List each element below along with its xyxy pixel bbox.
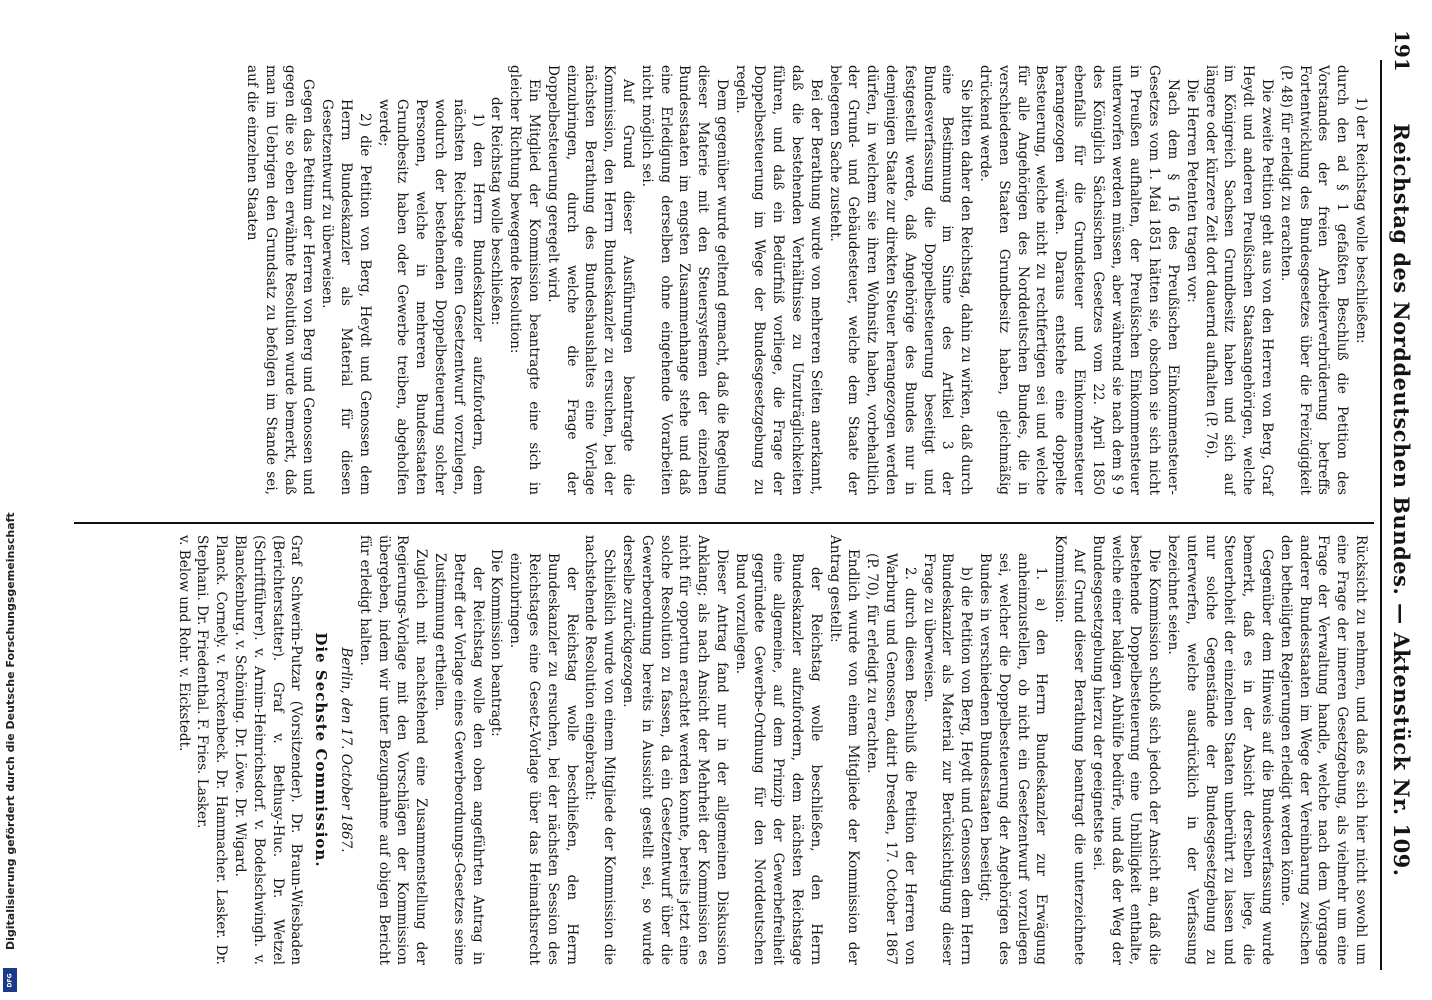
list-item: der Reichstag wolle beschließen:	[488, 97, 505, 326]
right-column	[174, 535, 1370, 965]
scan-credit-strip	[0, 0, 22, 1000]
paragraph: Gegen das Petitum der Herren von Berg und Genossen und gegen die so eben erwähnte Resolution wurde bemerkt, daß man im Uebrigen den Grundsatz zu befolgen im Stande sei, auf die einzelnen Staaten	[243, 65, 317, 495]
paragraph: Die Herren Petenten tragen vor:	[1183, 79, 1200, 303]
signature-heading: Die Sechste Commission.	[312, 632, 331, 868]
signature-line: Graf Schwerin-Putzar (Vorsitzender). Dr. Braun-Wiesbaden (Berichterstatter). Graf v. Bethusy-Huc. Dr. Wetzel (Schriftführer). v. Arnim-Heinrichsdorf. v. Bodelschwingh. v. Blanckenburg. v. Schöning. Dr. Löwe. Dr. Wigard.	[231, 535, 305, 965]
list-item: 1) der Reichstag wolle beschließen:	[1353, 97, 1369, 344]
paragraph: Sie bitten daher den Reichstag, dahin zu wirken, daß durch eine Bestimmung im Sinne des Artikel 3 der Bundesverfassung die Doppelbesteuerung beseitigt und festgestellt werde, daß Angehörige des Bundes nur in demjenigen Staate zur direkten Steuer herangezogen werden dürfen, in welchem sie ihren Wohnsitz haben, vorbehaltlich der Grund- und Gebäudesteuer, welche dem Staate der belegenen Sache zusteht.	[826, 65, 975, 495]
page-header	[1380, 30, 1418, 970]
dfg-logo-text: DFG	[6, 972, 14, 988]
signature-line: Planck. Cornely. v. Forckenbeck. Dr. Hammacher. Lasker. Dr. Stephani. Dr. Friedenthal. F. Fries. Lasker.	[194, 535, 230, 965]
signature-lines	[174, 535, 306, 965]
paragraph: Dieser Antrag fand nur in der allgemeinen Diskussion Anklang; als nach Ansicht der Mehrheit der Kommission es nicht für opportun erachtet werden konnte, bereits jetzt eine solche Resolution zu fassen, da ein Gesetzentwurf über die Gewerbeordnung bereits in Aussicht gestellt sei, so wurde derselbe zurückgezogen.	[619, 535, 730, 965]
list-item: 1. a) den Herrn Bundeskanzler zur Erwägung anheimzustellen, ob nicht ein Gesetzentwurf vorzulegen sei, welcher die Doppelbesteuerung der Angehörigen des Bundes in verschiedenen Bundesstaaten beseitigt;	[977, 553, 1050, 965]
signature-line: v. Below und Rohr. v. Eickstedt.	[175, 535, 192, 752]
list-item: 1) den Herrn Bundeskanzler aufzufordern, dem nächsten Reichstage einen Gesetzentwurf vorzulegen, wodurch der bestehenden Doppelbesteuerung solcher Personen, welche in mehreren Bundesstaaten Grundbesitz haben oder Gewerbe treiben, abgeholfen werde;	[375, 99, 486, 495]
header-rule	[1380, 60, 1382, 970]
paragraph: Nach dem § 16 des Preußischen Einkommensteuer-Gesetzes vom 1. Mai 1851 hätten sie, obschon sie sich nicht in Preußen aufhalten, der Preußischen Einkommensteuer unterworfen werden müssen, aber während sie nach dem § 9 des Königlich Sächsischen Gesetzes vom 22. April 1850 ebenfalls für die Grundsteuer und Einkommensteuer herangezogen würden. Daraus entstehe eine doppelte Besteuerung, welche nicht zu rechtfertigen sei und welche für alle Angehörigen des Norddeutschen Bundes, die in verschiedenen Staaten Grundbesitz haben, gleichmäßig drückend werde.	[977, 65, 1182, 495]
list-item: der Reichstag wolle den oben angeführten Antrag in Betreff der Vorlage eines Gewerbeordnungs-Gesetzes seine Zustimmung ertheilen.	[431, 553, 486, 965]
list-item: b) die Petition von Berg, Heydt und Genossen dem Herrn Bundeskanzler als Material zur Berücksichtigung dieser Frage zu überweisen.	[920, 553, 975, 965]
paragraph: Endlich wurde von einem Mitgliede der Kommission der Antrag gestellt:	[826, 535, 862, 965]
paragraph: Rücksicht zu nehmen, und daß es sich hier nicht sowohl um eine Frage der inneren Gesetzgebung, als vielmehr um eine Frage der Verwaltung handle, welche nach dem Vorgange anderer Bundesstaaten im Wege der Vereinbarung zwischen den betheiligten Regierungen erledigt werden könne.	[1277, 535, 1369, 965]
left-column	[242, 65, 1370, 495]
running-title: Reichstag des Norddeutschen Bundes. — Aktenstück Nr. 109.	[1389, 123, 1414, 877]
dfg-logo	[3, 968, 17, 992]
paragraph: Ein Mitglied der Kommission beantragte eine sich in gleicher Richtung bewegende Resolution:	[507, 65, 542, 495]
paragraph: Die Kommission beantragt:	[488, 549, 505, 737]
paragraph: Auf Grund dieser Berathung beantragt die unterzeichnete Kommission:	[1052, 535, 1088, 965]
scan-credit-text: Digitalisierung gefördert durch die Deutsche Forschungsgemeinschaft	[4, 512, 17, 950]
paragraph: Auf Grund dieser Ausführungen beantragte die Kommission, den Herrn Bundeskanzler zu ersuchen, bei der nächsten Berathung des Bundeshaushaltes eine Vorlage einzubringen, durch welche die Frage der Doppelbesteuerung geregelt wird.	[544, 65, 636, 495]
paragraph: Dem gegenüber wurde geltend gemacht, daß die Regelung dieser Materie mit den Steuersystemen der einzelnen Bundesstaaten im engsten Zusammenhange stehe und daß eine Erledigung derselben ohne eingehende Vorarbeiten nicht möglich sei.	[638, 65, 730, 495]
paragraph: durch den ad § 1 gefaßten Beschluß die Petition des Vorstandes der freien Arbeiterverbrüderung betreffs Fortentwicklung des Bundesgesetzes über die Freizügigkeit (P. 48) für erledigt zu erachten.	[1277, 65, 1351, 495]
list-item: 2) die Petition von Berg, Heydt und Genossen dem Herrn Bundeskanzler als Material für diesen Gesetzentwurf zu überweisen.	[319, 99, 373, 495]
paragraph: Zugleich mit nachstehend eine Zusammenstellung der Regierungs-Vorlage mit den Vorschlägen der Kommission übergeben, indem wir unter Bezugnahme auf obigen Bericht für erledigt halten.	[356, 535, 430, 965]
paragraph: Die Kommission schloß sich jedoch der Ansicht an, daß die bestehende Doppelbesteuerung eine Unbilligkeit enthalte, welche einer baldigen Abhülfe bedürfe, und daß der Weg der Bundesgesetzgebung hierzu der geeignetste sei.	[1089, 535, 1163, 965]
list-item: der Reichstag wolle beschließen, den Herrn Bundeskanzler aufzufordern, dem nächsten Reichstage eine allgemeine, auf dem Prinzip der Gewerbefreiheit gegründete Gewerbe-Ordnung für den Norddeutschen Bund vorzulegen.	[732, 553, 824, 965]
paragraph: Bei der Berathung wurde von mehreren Seiten anerkannt, daß die bestehenden Verhältnisse zu Unzuträglichkeiten führen, und daß ein Bedürfniß vorliege, die Frage der Doppelbesteuerung im Wege der Bundesgesetzgebung zu regeln.	[732, 65, 824, 495]
page-number: 191	[1390, 30, 1414, 72]
paragraph: Die zweite Petition geht aus von den Herren von Berg, Graf Heydt und anderen Preußischen Staatsangehörigen, welche im Königreich Sachsen Grundbesitz haben und sich auf längere oder kürzere Zeit dort dauernd aufhalten (P. 76).	[1202, 65, 1276, 495]
right-column-body	[336, 535, 1370, 965]
paragraph: Berlin, den 17. October 1867.	[337, 647, 354, 853]
list-item: 2. durch diesen Beschluß die Petition der Herren von Warburg und Genossen, datirt Dresden, 17. October 1867 (P. 70), für erledigt zu erachten.	[864, 553, 918, 965]
column-divider	[74, 522, 1374, 524]
paragraph: Schließlich wurde von einem Mitgliede der Kommission die nachstehende Resolution eingebracht:	[582, 535, 618, 965]
list-item: der Reichstag wolle beschließen, den Herrn Bundeskanzler zu ersuchen, bei der nächsten Session des Reichstages eine Gesetz-Vorlage über das Heimathsrecht einzubringen.	[507, 553, 580, 965]
paragraph: Gegenüber dem Hinweis auf die Bundesverfassung wurde bemerkt, daß es in der Absicht derselben liege, die Steuerhoheit der einzelnen Staaten unberührt zu lassen und nur solche Gegenstände der Bundesgesetzgebung zu unterwerfen, welche ausdrücklich in der Verfassung bezeichnet seien.	[1165, 535, 1276, 965]
